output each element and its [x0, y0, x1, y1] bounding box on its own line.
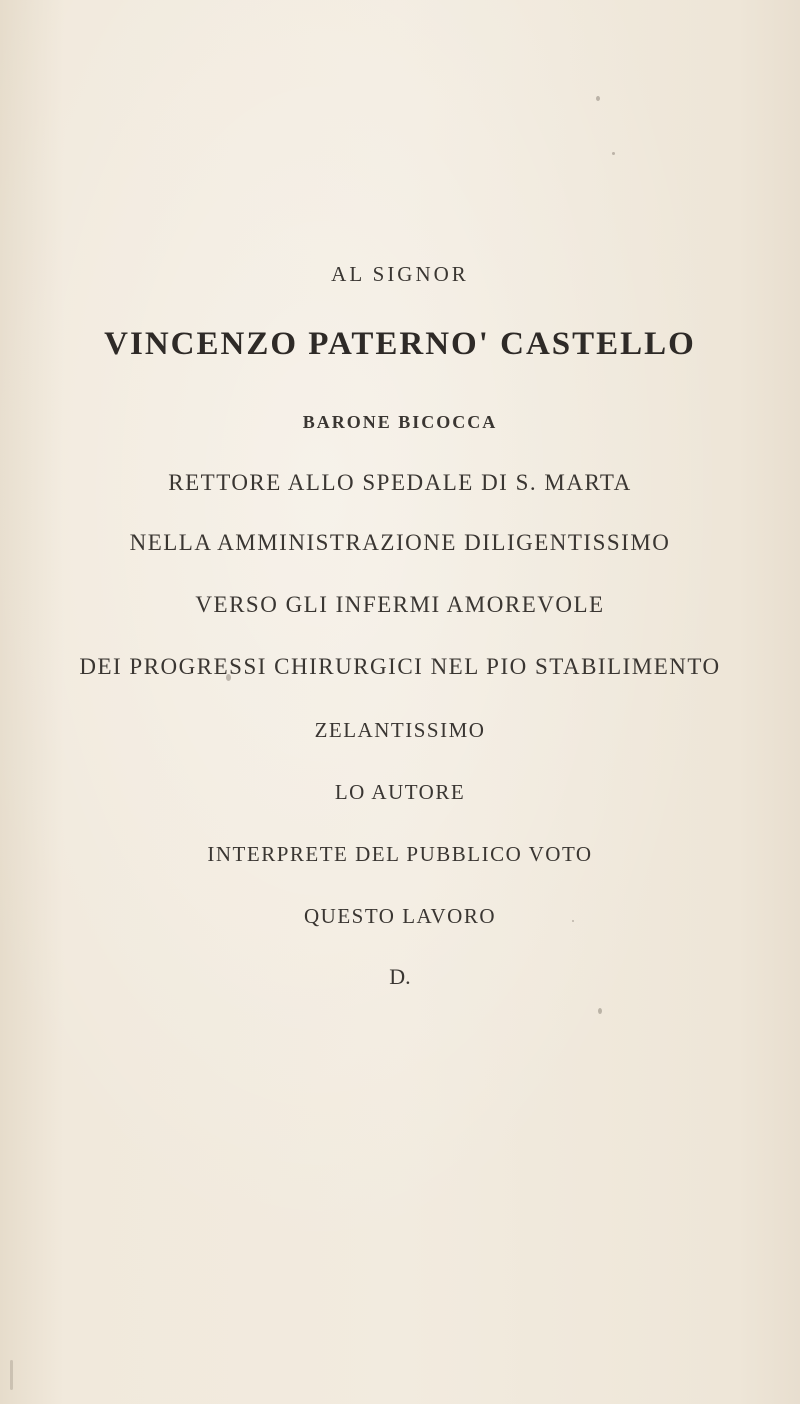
dedication-closing: D. [389, 964, 411, 989]
dedication-line: DEI PROGRESSI CHIRURGICI NEL PIO STABILIMENTO [79, 654, 721, 679]
dedication-line: INTERPRETE DEL PUBBLICO VOTO [207, 842, 593, 866]
paper-speck [598, 1008, 602, 1014]
dedication-line: VERSO GLI INFERMI AMOREVOLE [195, 592, 605, 617]
dedication-line: QUESTO LAVORO [304, 904, 496, 928]
paper-speck [226, 674, 231, 681]
paper-speck [596, 96, 600, 101]
dedication-line: ZELANTISSIMO [314, 718, 486, 742]
dedication-line: LO AUTORE [334, 780, 466, 804]
dedication-heading: AL SIGNOR [331, 262, 469, 286]
paper-speck [572, 920, 574, 922]
paper-speck [612, 152, 615, 155]
dedicatee-name: VINCENZO PATERNO' CASTELLO [104, 326, 696, 362]
paper-speck [10, 1360, 13, 1390]
dedicatee-title: BARONE BICOCCA [302, 412, 498, 432]
dedication-line: NELLA AMMINISTRAZIONE DILIGENTISSIMO [129, 530, 671, 555]
dedication-line: RETTORE ALLO SPEDALE DI S. MARTA [168, 470, 632, 495]
